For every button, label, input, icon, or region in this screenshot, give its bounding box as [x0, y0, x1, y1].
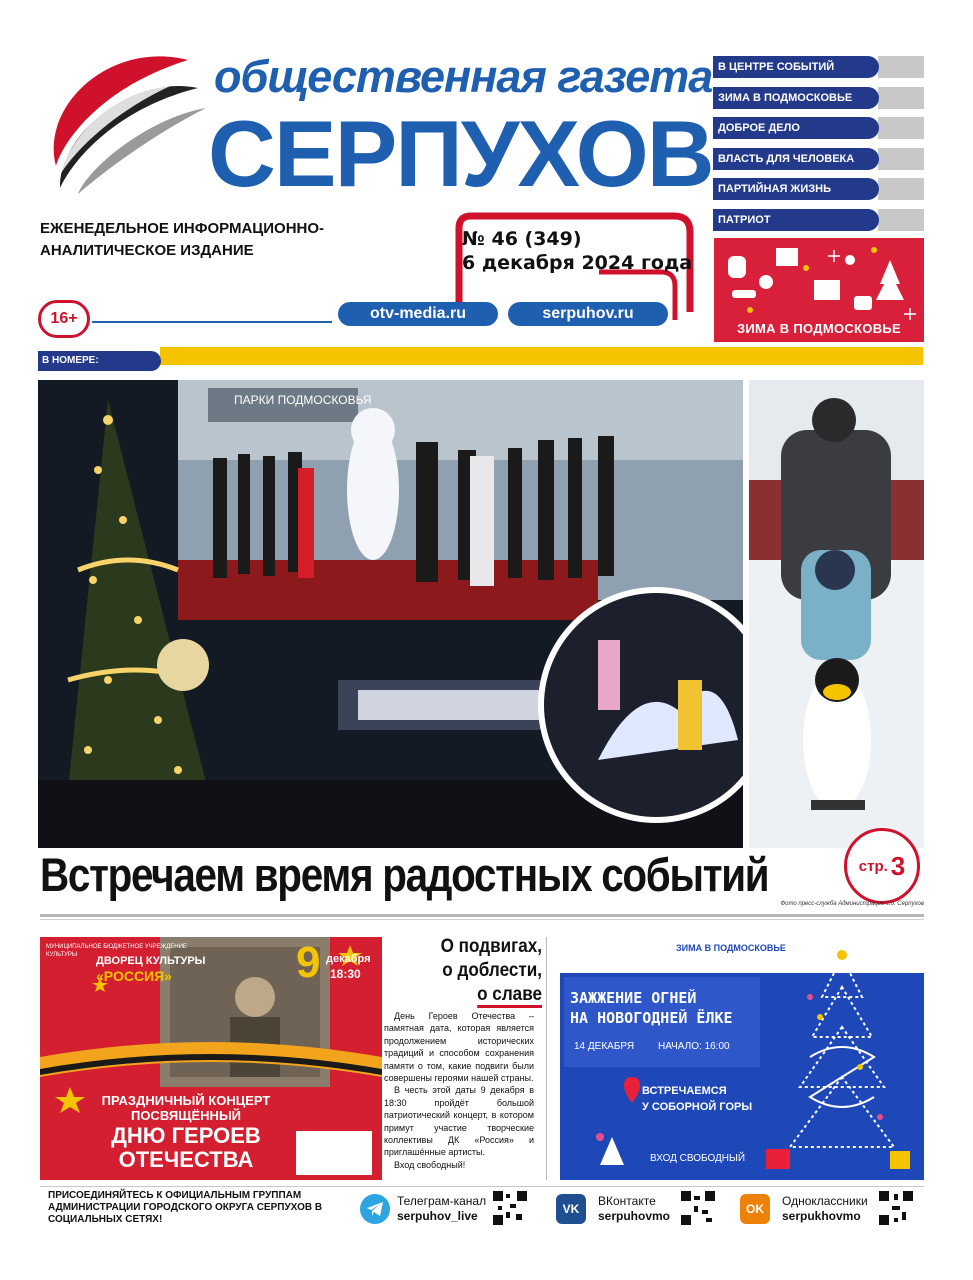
article-headline-2: о доблести,: [442, 960, 542, 981]
poster-date-day: 9: [296, 938, 321, 987]
poster-age: 0+: [814, 949, 830, 965]
tree-lighting-poster[interactable]: [560, 937, 924, 1180]
ok-handle: serpukhovmo: [782, 1209, 861, 1223]
article-headline: [400, 935, 542, 1007]
article-headline-1: О подвигах,: [440, 936, 542, 957]
poster-meet-1: ВСТРЕЧАЕМСЯ: [642, 1085, 727, 1097]
newspaper-name: СЕРПУХОВ: [208, 101, 713, 206]
telegram-title: Телеграм-канал: [397, 1194, 487, 1208]
winter-promo-banner[interactable]: [714, 238, 924, 342]
section-separator: [40, 914, 924, 917]
section-bar: [160, 347, 923, 365]
poster-time: 18:30: [330, 967, 361, 981]
poster-tree-artwork: [560, 937, 924, 1180]
column-divider: [546, 937, 547, 1180]
poster-brand: ЗИМА В ПОДМОСКОВЬЕ: [676, 943, 786, 953]
site-link-otv[interactable]: otv-media.ru: [338, 302, 498, 326]
nav-item-winter[interactable]: ЗИМА В ПОДМОСКОВЬЕ: [713, 87, 879, 109]
nav-grey-bar: [878, 209, 924, 231]
poster-event-3: ДНЮ ГЕРОЕВ: [111, 1123, 261, 1148]
poster-date-month: декабря: [326, 953, 371, 965]
poster-date: 14 ДЕКАБРЯ: [574, 1041, 635, 1052]
poster-entry: ВХОД СВОБОДНЫЙ: [650, 1153, 746, 1164]
poster-venue-2: «РОССИЯ»: [96, 968, 172, 984]
article-paragraph: День Героев Отечества – памятная дата, которая является продолжением исторических традиций и способом сохранения памяти о том, какие подвиги были совершены героями нашей страны.: [384, 1011, 534, 1084]
page-ref-prefix: стр.: [858, 857, 888, 875]
nav-grey-bar: [878, 178, 924, 200]
article-paragraph: В честь этой даты 9 декабря в 18:30 пройдёт большой патриотический концерт, в котором примут участие творческие коллективы ДК «Россия» и приглашённые артисты.: [384, 1085, 534, 1158]
poster-title-2: НА НОВОГОДНЕЙ ЁЛКЕ: [570, 1009, 733, 1027]
vk-icon[interactable]: VK: [556, 1194, 586, 1224]
issue-number: № 46 (349): [462, 228, 582, 250]
age-rating-badge: 16+: [38, 300, 90, 338]
article-headline-3: о славе: [477, 984, 542, 1008]
page-reference-badge[interactable]: [844, 828, 920, 904]
vk-title: ВКонтакте: [598, 1194, 656, 1208]
poster-event-4: ОТЕЧЕСТВА: [118, 1147, 254, 1172]
article-body: [384, 1010, 534, 1171]
qr-code-ok[interactable]: [878, 1190, 914, 1226]
poster-meet-2: У СОБОРНОЙ ГОРЫ: [642, 1101, 753, 1113]
odnoklassniki-icon[interactable]: OK: [740, 1194, 770, 1224]
poster-org: МУНИЦИПАЛЬНОЕ БЮДЖЕТНОЕ УЧРЕЖДЕНИЕ КУЛЬТУРЫ: [46, 944, 187, 958]
promo-label: ЗИМА В ПОДМОСКОВЬЕ: [736, 321, 902, 336]
poster-event-1: ПРАЗДНИЧНЫЙ КОНЦЕРТ: [101, 1093, 271, 1108]
ok-title: Одноклассники: [782, 1194, 868, 1208]
skating-photo: [749, 380, 924, 848]
qr-code-vk[interactable]: [680, 1190, 716, 1226]
issue-date: 6 декабря 2024 года: [462, 252, 693, 274]
telegram-icon[interactable]: [360, 1194, 390, 1224]
in-issue-label: В НОМЕРЕ:: [38, 351, 161, 371]
footer-invite: ПРИСОЕДИНЯЙТЕСЬ К ОФИЦИАЛЬНЫМ ГРУППАМ АДМИНИСТРАЦИИ ГОРОДСКОГО ОКРУГА СЕРПУХОВ В СОЦИАЛЬНЫХ СЕТЯХ!: [48, 1190, 323, 1225]
poster-title-1: ЗАЖЖЕНИЕ ОГНЕЙ: [570, 989, 697, 1007]
telegram-label[interactable]: [397, 1194, 486, 1224]
poster-event-2: ПОСВЯЩЁННЫЙ: [130, 1108, 242, 1123]
nav-item-good-deed[interactable]: ДОБРОЕ ДЕЛО: [713, 117, 879, 139]
section-separator-thin: [40, 919, 924, 920]
vk-handle: serpuhovmo: [598, 1209, 671, 1223]
nav-item-power[interactable]: ВЛАСТЬ ДЛЯ ЧЕЛОВЕКА: [713, 148, 879, 170]
cover-headline: Встречаем время радостных событий: [40, 848, 769, 901]
poster-venue-1: ДВОРЕЦ КУЛЬТУРЫ: [96, 955, 206, 967]
qr-code-telegram[interactable]: [492, 1190, 528, 1226]
newspaper-tagline: общественная газета: [214, 51, 713, 102]
page-ref-number: 3: [890, 850, 906, 881]
nav-grey-bar: [878, 87, 924, 109]
vk-label[interactable]: [598, 1194, 670, 1224]
nav-item-center-events[interactable]: В ЦЕНТРЕ СОБЫТИЙ: [713, 56, 879, 78]
article-paragraph: Вход свободный!: [394, 1159, 466, 1170]
poster-start: НАЧАЛО: 16:00: [658, 1041, 730, 1052]
footer-divider: [40, 1186, 924, 1187]
edition-subtitle: ЕЖЕНЕДЕЛЬНОЕ ИНФОРМАЦИОННО-АНАЛИТИЧЕСКОЕ ИЗДАНИЕ: [40, 220, 325, 259]
nav-item-party[interactable]: ПАРТИЙНАЯ ЖИЗНЬ: [713, 178, 879, 200]
cover-photo-collage: [38, 380, 743, 848]
divider-line: [92, 321, 332, 323]
telegram-handle: serpuhov_live: [397, 1209, 478, 1223]
nav-grey-bar: [878, 117, 924, 139]
concert-poster[interactable]: [40, 937, 382, 1180]
site-link-serpuhov[interactable]: serpuhov.ru: [508, 302, 668, 326]
nav-item-patriot[interactable]: ПАТРИОТ: [713, 209, 879, 231]
newspaper-logo-swoosh: [38, 48, 210, 196]
nav-grey-bar: [878, 148, 924, 170]
ok-label[interactable]: [782, 1194, 868, 1224]
photo-credit: Фото пресс-служба Администрации г.о. Серпухов: [780, 901, 924, 907]
nav-grey-bar: [878, 56, 924, 78]
parks-sign-text: ПАРКИ ПОДМОСКОВЬЯ: [234, 393, 372, 407]
